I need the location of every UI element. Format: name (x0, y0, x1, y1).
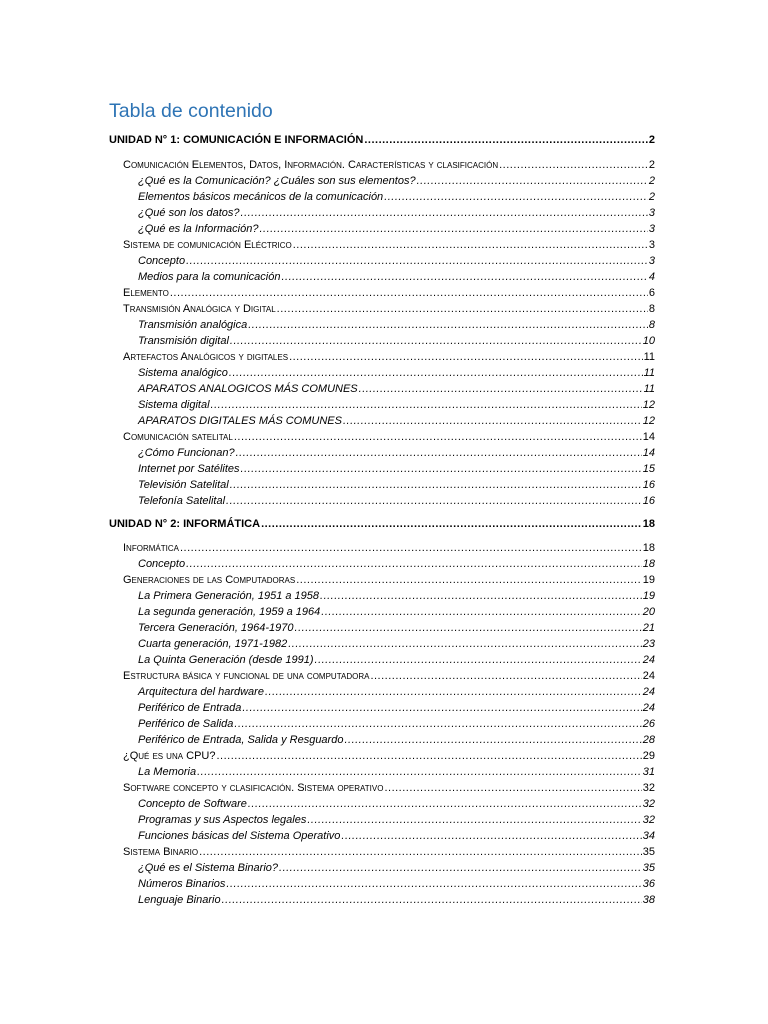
toc-entry-text: Internet por Satélites (138, 463, 240, 475)
toc-page-number: 28 (642, 734, 655, 746)
toc-entry-level-2[interactable] (123, 541, 655, 555)
toc-entry-text: Concepto de Software (138, 798, 247, 810)
toc-page-number: 11 (643, 383, 655, 395)
toc-entry-level-2[interactable] (123, 302, 655, 316)
toc-page-number: 12 (642, 399, 655, 411)
toc-page-number: 38 (642, 894, 655, 906)
toc-entry-level-3[interactable] (138, 462, 655, 476)
toc-entry-text: Tercera Generación, 1964-1970 (138, 622, 294, 634)
toc-page-number: 2 (648, 159, 655, 171)
toc-entry-level-3[interactable] (138, 621, 655, 635)
toc-entry-text: La Memoria (138, 766, 197, 778)
toc-entry-text: Artefactos Analógicos y digitales (123, 351, 289, 363)
toc-entry-level-3[interactable] (138, 366, 655, 380)
toc-entry-text: APARATOS ANALOGICOS MÁS COMUNES (138, 383, 358, 395)
toc-entry-text: Sistema Binario (123, 846, 199, 858)
toc-entry-text: ¿Qué son los datos? (138, 207, 240, 219)
toc-leader-dots (186, 254, 648, 268)
toc-entry-text: Comunicación satelital (123, 431, 233, 443)
toc-entry-level-2[interactable] (123, 286, 655, 300)
toc-page-number: 19 (642, 574, 655, 586)
toc-entry-text: Arquitectura del hardware (138, 686, 264, 698)
toc-leader-dots (296, 573, 642, 587)
toc-entry-level-3[interactable] (138, 733, 655, 747)
toc-page-number: 32 (642, 814, 655, 826)
toc-entry-level-3[interactable] (138, 318, 655, 332)
toc-page-number: 3 (648, 207, 655, 219)
toc-entry-text: Concepto (138, 558, 186, 570)
toc-leader-dots (279, 861, 642, 875)
toc-entry-level-3[interactable] (138, 222, 655, 236)
toc-page-number: 24 (642, 686, 655, 698)
toc-entry-level-3[interactable] (138, 685, 655, 699)
toc-entry-level-3[interactable] (138, 861, 655, 875)
toc-leader-dots (211, 398, 642, 412)
toc-leader-dots (344, 733, 641, 747)
toc-leader-dots (384, 781, 641, 795)
toc-entry-text: Informática (123, 542, 179, 554)
toc-entry-level-2[interactable] (123, 238, 655, 252)
toc-entry-text: Números Binarios (138, 878, 226, 890)
toc-entry-level-3[interactable] (138, 334, 655, 348)
toc-leader-dots (226, 877, 641, 891)
toc-entry-text: Software concepto y clasificación. Sistema operativo (123, 782, 384, 794)
toc-page-number: 29 (642, 750, 655, 762)
toc-leader-dots (236, 446, 642, 460)
toc-entry-text: UNIDAD N° 2: INFORMÁTICA (109, 518, 261, 530)
toc-leader-dots (320, 589, 642, 603)
toc-leader-dots (307, 813, 641, 827)
toc-page-number: 18 (642, 518, 655, 530)
toc-leader-dots (234, 717, 641, 731)
toc-entry-level-3[interactable] (138, 717, 655, 731)
toc-leader-dots (288, 637, 642, 651)
toc-entry-level-2[interactable] (123, 430, 655, 444)
toc-entry-text: Comunicación Elementos, Datos, Información. Características y clasificación (123, 159, 499, 171)
toc-entry-text: Lenguaje Binario (138, 894, 221, 906)
toc-page-number: 12 (642, 415, 655, 427)
toc-leader-dots (370, 669, 641, 683)
toc-entry-text: Elemento (123, 287, 169, 299)
toc-title: Tabla de contenido (109, 100, 273, 122)
toc-leader-dots (277, 302, 648, 316)
toc-leader-dots (261, 517, 642, 531)
toc-leader-dots (499, 158, 648, 172)
toc-entry-level-3[interactable] (138, 877, 655, 891)
toc-entry-level-3[interactable] (138, 206, 655, 220)
toc-leader-dots (417, 174, 648, 188)
toc-entry-level-3[interactable] (138, 797, 655, 811)
toc-page-number: 15 (642, 463, 655, 475)
toc-entry-level-3[interactable] (138, 605, 655, 619)
toc-entry-text: Telefonía Satelital (138, 495, 226, 507)
toc-leader-dots (289, 350, 643, 364)
toc-entry-level-2[interactable] (123, 350, 655, 364)
toc-entry-text: Sistema analógico (138, 367, 228, 379)
toc-page-number: 24 (642, 654, 655, 666)
toc-leader-dots (259, 222, 647, 236)
toc-entry-text: Elementos básicos mecánicos de la comunicación (138, 191, 384, 203)
toc-page-number: 32 (642, 798, 655, 810)
toc-entry-text: Programas y sus Aspectos legales (138, 814, 307, 826)
toc-leader-dots (241, 206, 648, 220)
toc-entry-level-3[interactable] (138, 829, 655, 843)
toc-entry-text: ¿Qué es el Sistema Binario? (138, 862, 279, 874)
toc-entry-level-3[interactable] (138, 174, 655, 188)
toc-leader-dots (199, 845, 642, 859)
toc-entry-text: Periférico de Entrada, Salida y Resguardo (138, 734, 344, 746)
toc-entry-text: Transmisión digital (138, 335, 229, 347)
toc-entry-text: Televisión Satelital (138, 479, 229, 491)
toc-page-number: 11 (643, 351, 655, 363)
toc-leader-dots (248, 318, 648, 332)
toc-page-number: 2 (648, 191, 655, 203)
toc-page-number: 35 (642, 862, 655, 874)
toc-entry-level-3[interactable] (138, 270, 655, 284)
toc-entry-text: ¿Qué es una CPU? (123, 750, 216, 762)
toc-page-number: 3 (648, 239, 655, 251)
toc-entry-text: La segunda generación, 1959 a 1964 (138, 606, 321, 618)
toc-page-number: 21 (642, 622, 655, 634)
toc-leader-dots (341, 829, 641, 843)
toc-entry-text: ¿Qué es la Comunicación? ¿Cuáles son sus elementos? (138, 175, 416, 187)
toc-entry-level-2[interactable] (123, 845, 655, 859)
toc-leader-dots (229, 366, 643, 380)
toc-entry-level-2[interactable] (123, 158, 655, 172)
toc-entry-text: La Primera Generación, 1951 a 1958 (138, 590, 320, 602)
toc-entry-text: Generaciones de las Computadoras (123, 574, 296, 586)
toc-page-number: 32 (642, 782, 655, 794)
toc-page-number: 16 (642, 479, 655, 491)
toc-page-number: 2 (648, 175, 655, 187)
toc-entry-level-3[interactable] (138, 637, 655, 651)
toc-leader-dots (315, 653, 642, 667)
toc-page-number: 19 (642, 590, 655, 602)
toc-entry-text: Medios para la comunicación (138, 271, 281, 283)
toc-leader-dots (230, 478, 642, 492)
toc-entry-level-3[interactable] (138, 414, 655, 428)
toc-leader-dots (242, 701, 641, 715)
toc-entry-text: ¿Cómo Funcionan? (138, 447, 235, 459)
toc-entry-level-3[interactable] (138, 254, 655, 268)
toc-entry-text: Sistema de comunicación Eléctrico (123, 239, 292, 251)
toc-leader-dots (241, 462, 642, 476)
toc-page-number: 3 (648, 223, 655, 235)
toc-entry-level-1[interactable] (109, 133, 655, 147)
toc-leader-dots (216, 749, 641, 763)
toc-leader-dots (321, 605, 641, 619)
toc-entry-level-3[interactable] (138, 478, 655, 492)
toc-entry-text: UNIDAD N° 1: COMUNICACIÓN E INFORMACIÓN (109, 134, 364, 146)
toc-page-number: 14 (642, 447, 655, 459)
toc-leader-dots (234, 430, 642, 444)
toc-page-number: 24 (642, 670, 655, 682)
toc-entry-text: Cuarta generación, 1971-1982 (138, 638, 288, 650)
toc-leader-dots (170, 286, 648, 300)
toc-page-number: 6 (648, 287, 655, 299)
toc-entry-text: APARATOS DIGITALES MÁS COMUNES (138, 415, 342, 427)
toc-entry-level-3[interactable] (138, 813, 655, 827)
toc-entry-level-2[interactable] (123, 749, 655, 763)
toc-entry-text: ¿Qué es la Información? (138, 223, 259, 235)
toc-page-number: 36 (642, 878, 655, 890)
toc-page-number: 8 (648, 319, 655, 331)
toc-page-number: 34 (642, 830, 655, 842)
toc-entry-text: Sistema digital (138, 399, 210, 411)
toc-entry-level-2[interactable] (123, 781, 655, 795)
toc-entry-text: Estructura básica y funcional de una computadora (123, 670, 370, 682)
toc-page-number: 35 (642, 846, 655, 858)
toc-entry-level-1[interactable] (109, 517, 655, 531)
toc-leader-dots (248, 797, 642, 811)
toc-leader-dots (197, 765, 642, 779)
toc-entry-text: Transmisión analógica (138, 319, 248, 331)
toc-leader-dots (364, 133, 648, 147)
toc-entry-level-3[interactable] (138, 701, 655, 715)
toc-page-number: 18 (642, 542, 655, 554)
toc-page-number: 10 (642, 335, 655, 347)
toc-entry-text: Transmisión Analógica y Digital (123, 303, 276, 315)
toc-entry-level-3[interactable] (138, 653, 655, 667)
toc-page-number: 24 (642, 702, 655, 714)
toc-page-number: 20 (642, 606, 655, 618)
toc-entry-level-3[interactable] (138, 382, 655, 396)
toc-leader-dots (226, 494, 642, 508)
toc-leader-dots (222, 893, 642, 907)
toc-entry-level-3[interactable] (138, 446, 655, 460)
toc-entry-text: Periférico de Entrada (138, 702, 242, 714)
toc-leader-dots (265, 685, 642, 699)
toc-page-number: 3 (648, 255, 655, 267)
toc-leader-dots (343, 414, 642, 428)
toc-page-number: 23 (642, 638, 655, 650)
toc-entry-text: La Quinta Generación (desde 1991) (138, 654, 314, 666)
toc-entry-level-3[interactable] (138, 589, 655, 603)
toc-entry-level-3[interactable] (138, 893, 655, 907)
toc-entry-level-2[interactable] (123, 573, 655, 587)
toc-page-number: 2 (648, 134, 655, 146)
toc-leader-dots (359, 382, 643, 396)
toc-page-number: 14 (642, 431, 655, 443)
toc-entry-level-3[interactable] (138, 190, 655, 204)
toc-entry-level-3[interactable] (138, 398, 655, 412)
toc-entry-level-3[interactable] (138, 557, 655, 571)
toc-page-number: 31 (642, 766, 655, 778)
toc-leader-dots (186, 557, 642, 571)
toc-leader-dots (180, 541, 642, 555)
toc-leader-dots (293, 238, 648, 252)
toc-entry-text: Funciones básicas del Sistema Operativo (138, 830, 341, 842)
toc-page-number: 16 (642, 495, 655, 507)
toc-page-number: 11 (643, 367, 655, 379)
toc-entry-text: Periférico de Salida (138, 718, 234, 730)
toc-page-number: 4 (648, 271, 655, 283)
toc-leader-dots (384, 190, 648, 204)
toc-leader-dots (281, 270, 647, 284)
toc-page-number: 26 (642, 718, 655, 730)
toc-leader-dots (295, 621, 642, 635)
toc-leader-dots (230, 334, 642, 348)
toc-page-number: 18 (642, 558, 655, 570)
toc-entry-text: Concepto (138, 255, 186, 267)
toc-entry-level-3[interactable] (138, 494, 655, 508)
toc-page-number: 8 (648, 303, 655, 315)
toc-entry-level-2[interactable] (123, 669, 655, 683)
toc-entry-level-3[interactable] (138, 765, 655, 779)
